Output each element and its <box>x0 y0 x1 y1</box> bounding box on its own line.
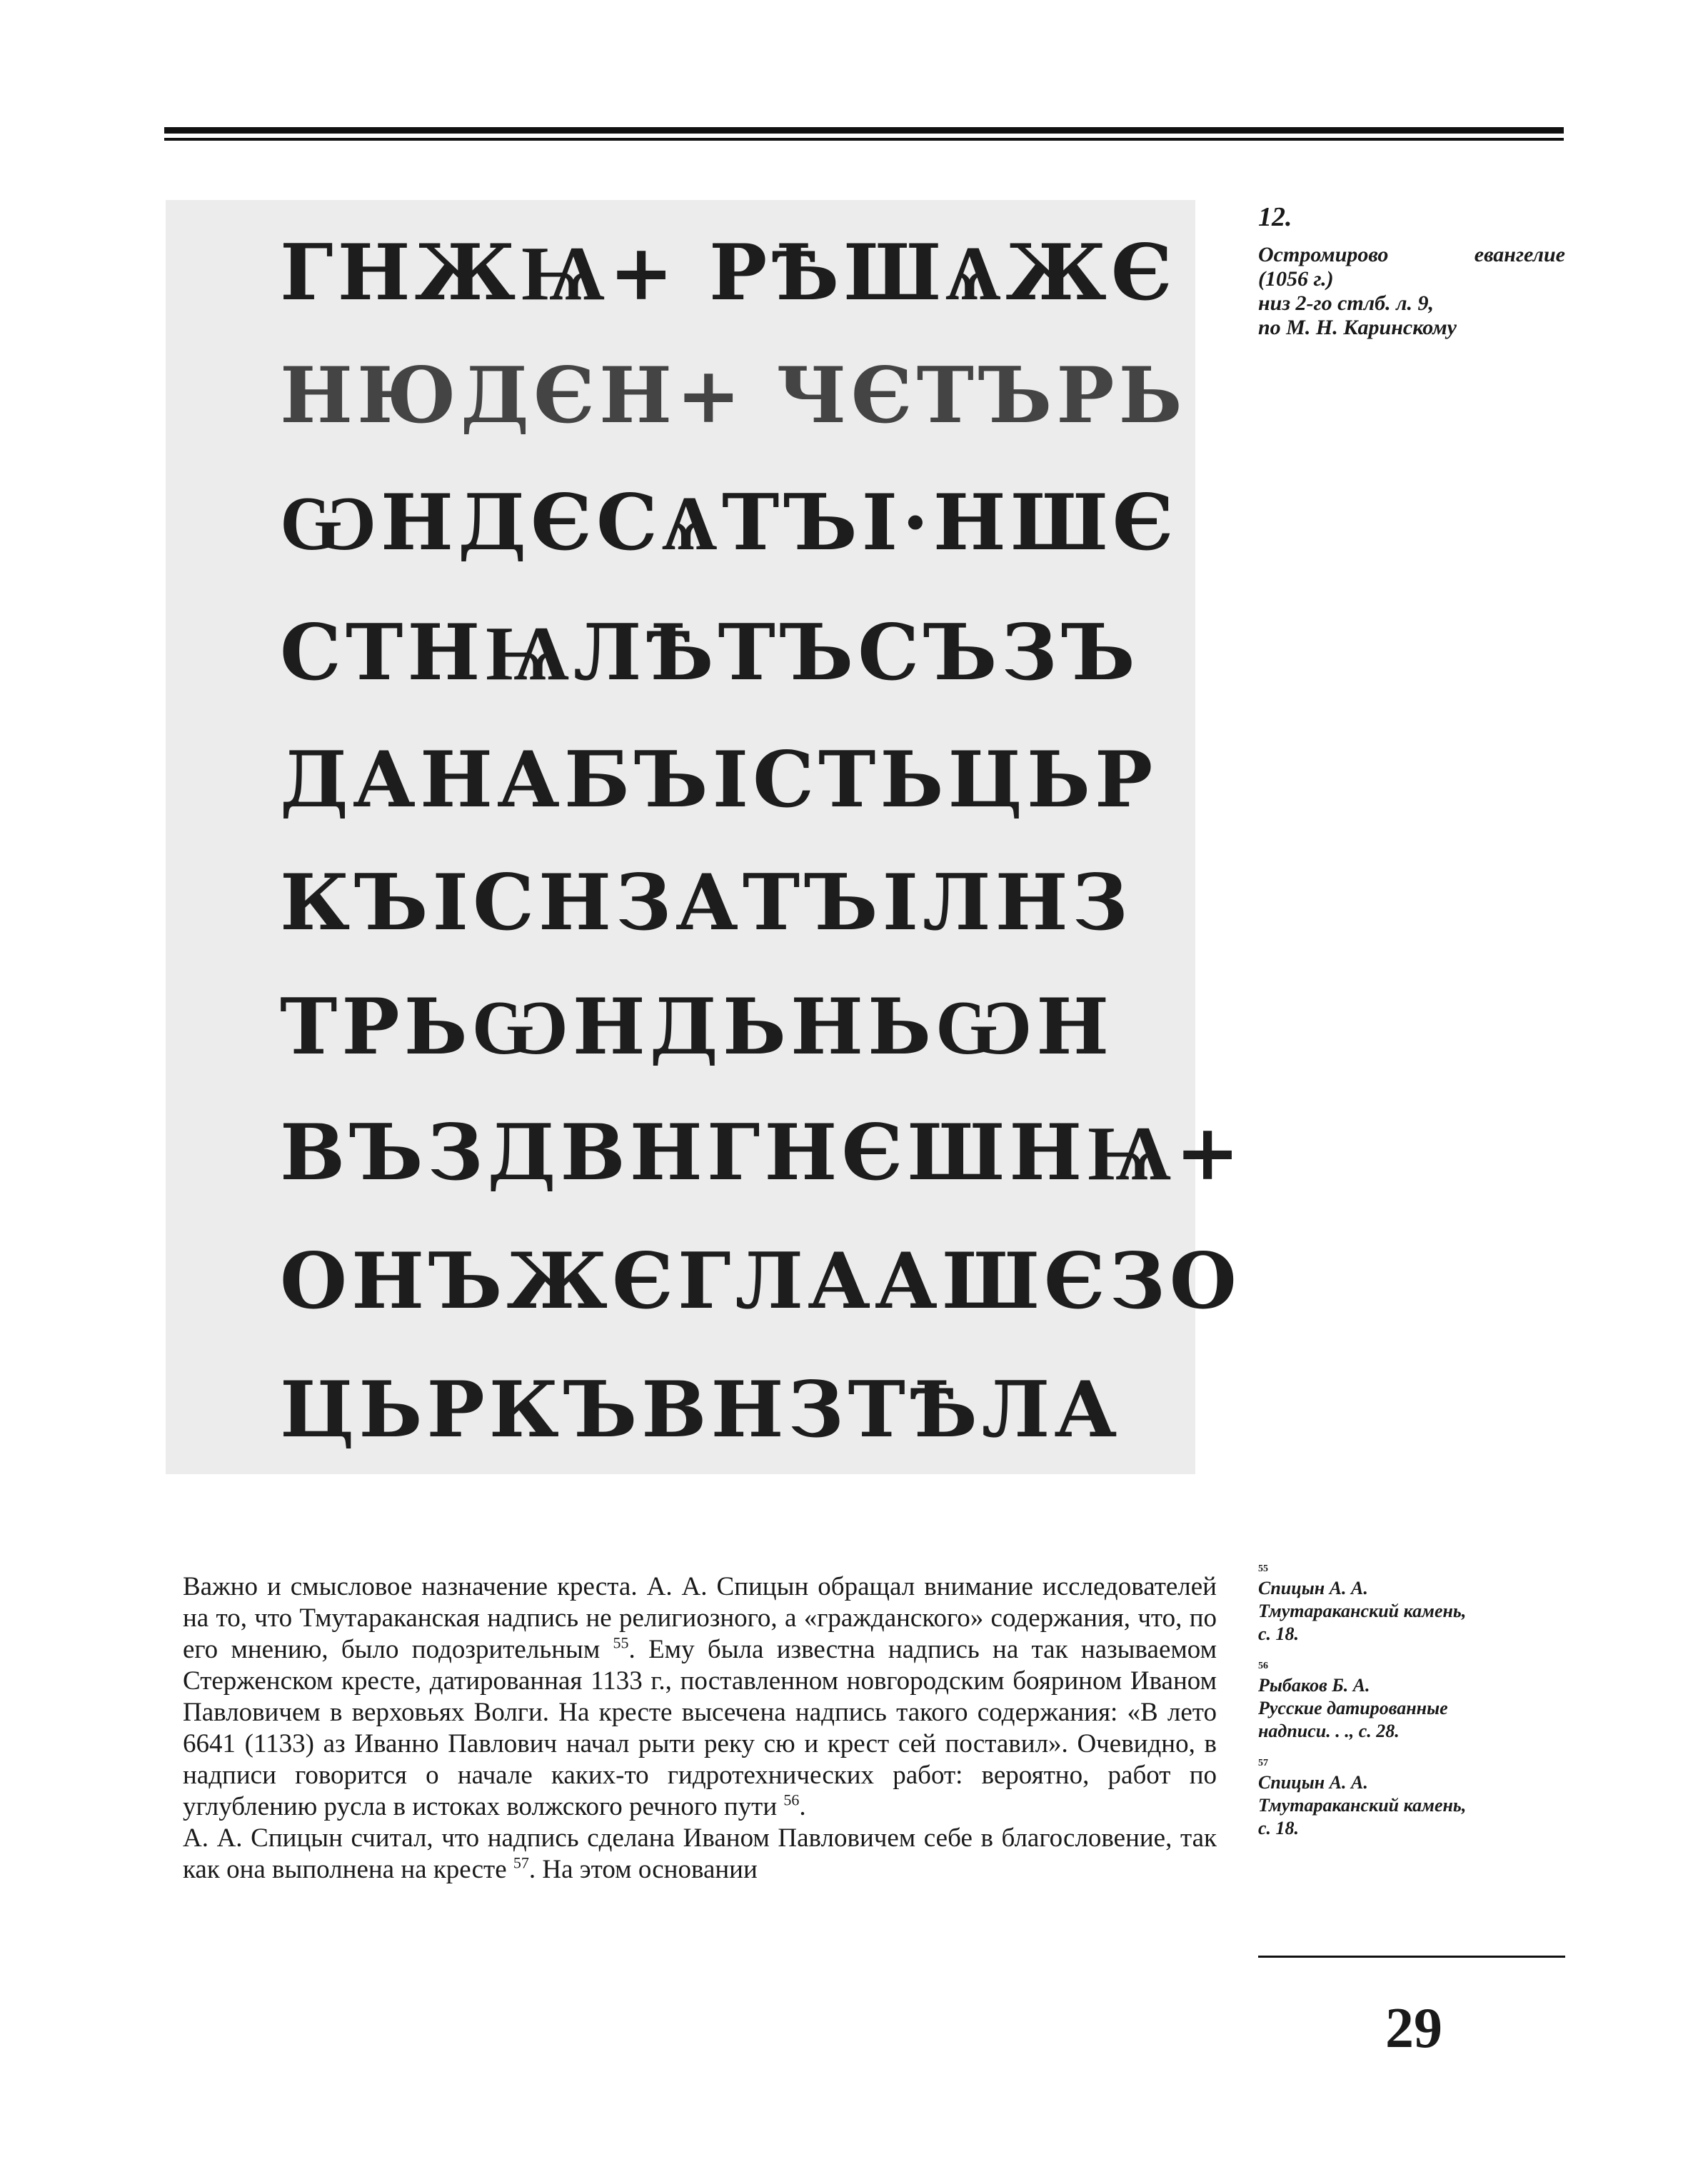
footnote-ref: 56 <box>783 1791 800 1809</box>
footnote <box>1258 1756 1565 1840</box>
manuscript-line: ЦЬРКЪВНЗТѢЛА <box>280 1365 1122 1455</box>
top-rule <box>164 127 1564 134</box>
paragraph <box>183 1823 1217 1886</box>
footnote <box>1258 1658 1565 1743</box>
figure-caption <box>1258 243 1565 340</box>
text-run: А. А. Спицын считал, что надпись сделана Иваном Павловичем себе в благословение, так как она выполнена на кресте <box>183 1823 1217 1884</box>
footnote-line: надписи. . ., с. 28. <box>1258 1721 1400 1741</box>
footnote-line: с. 18. <box>1258 1623 1300 1644</box>
footnote-ref: 57 <box>513 1853 529 1872</box>
caption-line <box>1258 243 1565 267</box>
caption-line: (1056 г.) <box>1258 267 1334 291</box>
body-text <box>183 1571 1217 1886</box>
footnote-line: Рыбаков Б. А. <box>1258 1675 1370 1696</box>
text-run: Важно и смысловое назначение креста. А. А. Спицын обращал внимание исследователей на то, что Тмутараканская надпись не религиозного, а «гражданского» содержания, что, по его мнению, было подозрительным <box>183 1572 1217 1664</box>
manuscript-line: ГНЖѨ+ РѢШѦЖЄ <box>280 228 1177 318</box>
footnote-number: 56 <box>1258 1661 1268 1671</box>
figure-number: 12. <box>1258 202 1292 232</box>
footnote-divider <box>1258 1956 1565 1958</box>
caption-word: Остромирово <box>1258 243 1389 266</box>
footnote-line: Тмутараканский камень, <box>1258 1795 1467 1816</box>
footnote-line: Русские датированные <box>1258 1698 1448 1718</box>
manuscript-line: КЪІСНЗАТЪІЛНЗ <box>280 858 1132 948</box>
caption-word: евангелие <box>1474 243 1565 266</box>
footnote-line: Тмутараканский камень, <box>1258 1601 1467 1621</box>
caption-line: низ 2-го стлб. л. 9, <box>1258 291 1435 315</box>
footnote-ref: 55 <box>613 1633 629 1652</box>
manuscript-line: ВЪЗДВНГНЄШНѨ+ <box>280 1108 1245 1198</box>
manuscript-line: ТРЬѠНДЬНЬѠН <box>280 982 1114 1072</box>
text-run: . На этом основании <box>528 1855 758 1884</box>
caption-line: по М. Н. Каринскому <box>1258 316 1457 339</box>
manuscript-line: ОНЪЖЄГЛААШЄЗО <box>280 1236 1241 1326</box>
manuscript-line: ДАНАБЪІСТЬЦЬР <box>280 735 1157 825</box>
footnote-line: Спицын А. А. <box>1258 1772 1368 1793</box>
manuscript-line: СТНѨЛѢТЪСЪЗЪ <box>280 608 1140 698</box>
text-run: . Ему была известна надпись на так называемом Стерженском кресте, датированная 1133 г., поставленном новгородским боярином Иваном Павловичем в верховьях Волги. На кресте высечена надпись такого содержания: «В лето 6641 (1133) аз Иванно Павлович начал рыти реку сю и крест сей поставил». Очевидно, в надписи говорится о начале каких-то гидротехнических работ: вероятно, работ по углублению русла в истоках волжского речного пути <box>183 1635 1217 1821</box>
manuscript-line: НЮДЄН+ ЧЄТЪРЬ <box>280 351 1187 441</box>
top-rule-thin <box>164 138 1564 141</box>
manuscript-line: ѠНДЄСѦТЪІ·НШЄ <box>280 478 1178 568</box>
footnote-number: 55 <box>1258 1563 1268 1574</box>
paragraph <box>183 1571 1217 1823</box>
footnote <box>1258 1561 1565 1646</box>
text-run: . <box>799 1792 806 1821</box>
footnote-line: Спицын А. А. <box>1258 1578 1368 1598</box>
page-number: 29 <box>1385 1997 1442 2060</box>
footnote-number: 57 <box>1258 1758 1268 1768</box>
manuscript-image <box>166 200 1245 1474</box>
footnotes <box>1258 1561 1565 1853</box>
footnote-line: с. 18. <box>1258 1818 1300 1838</box>
